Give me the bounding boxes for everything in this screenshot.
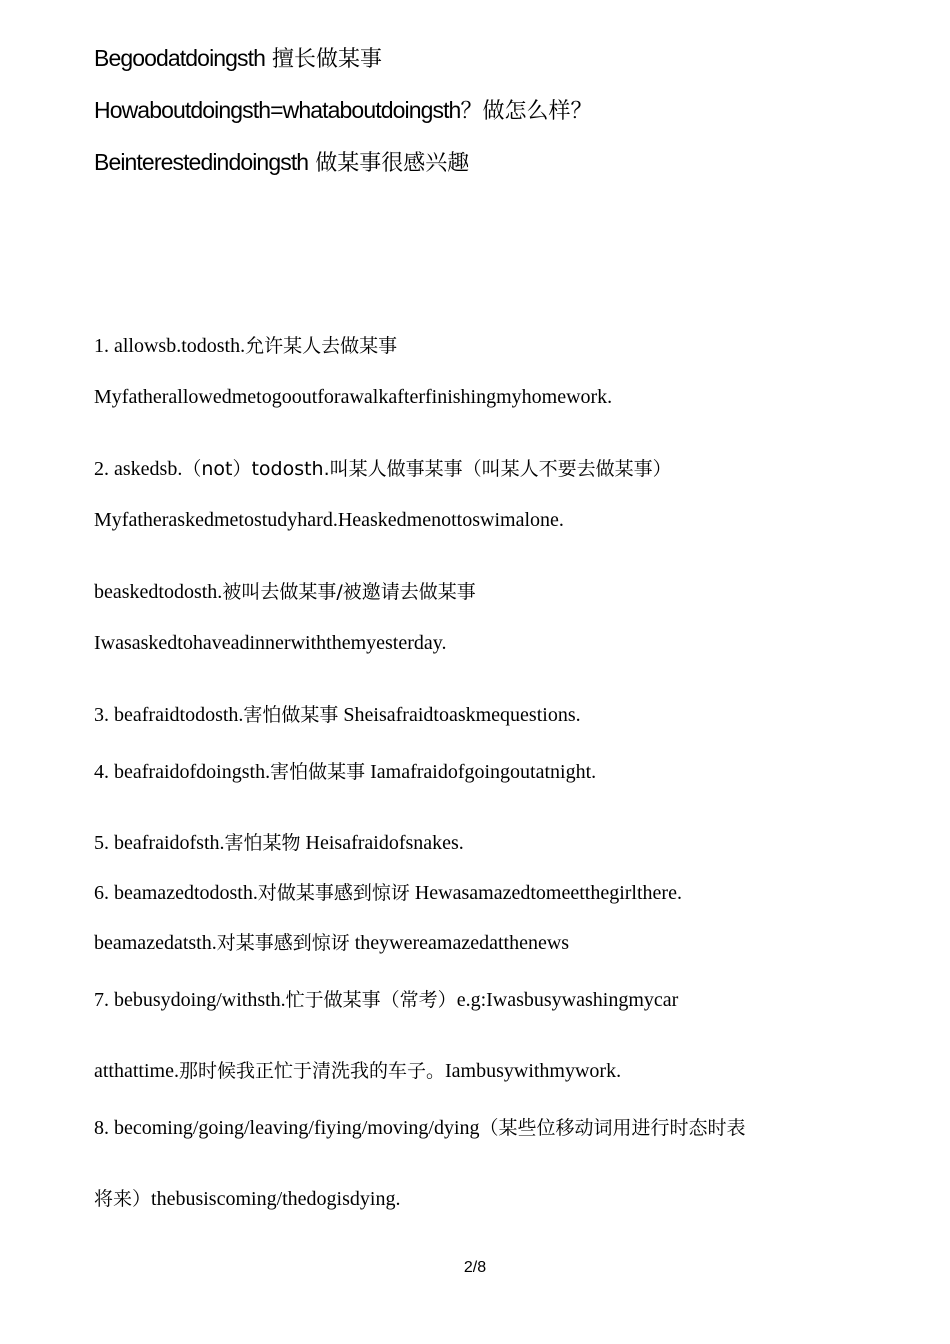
heading-zh: 做某事很感兴趣 — [308, 151, 470, 176]
example-ask — [94, 509, 564, 532]
example-text: Myfatherallowedmetogooutforawalkafterfinishingmyhomework. — [94, 386, 613, 408]
example-be-asked — [94, 632, 446, 655]
example-text: Myfatheraskedmetostudyhard.Heaskedmenottoswimalone. — [94, 509, 564, 531]
entry-en: 7. bebusydoing/withsth. — [94, 989, 286, 1011]
entry-zh: （not）todosth.叫某人做事某事（叫某人不要去做某事） — [182, 458, 672, 480]
entry-movement-verbs-continued — [94, 1184, 400, 1211]
entry-zh: 害怕做某事 — [243, 704, 339, 726]
heading-be-good-at — [94, 42, 382, 73]
example-allow — [94, 386, 612, 409]
entry-movement-verbs — [94, 1113, 746, 1140]
entry-en: beamazedatsth. — [94, 932, 217, 954]
entry-zh: 害怕做某事 — [270, 761, 366, 783]
entry-en: 8. becoming/going/leaving/fiying/moving/dying — [94, 1117, 480, 1139]
heading-en: Begoodatdoingsth — [94, 45, 266, 71]
heading-zh: ？做怎么样？ — [460, 99, 593, 124]
example-text: Iwasaskedtohaveadinnerwiththemyesterday. — [94, 632, 447, 654]
heading-en: Howaboutdoingsth=whataboutdoingsth — [94, 97, 461, 123]
entry-example: theywereamazedatthenews — [349, 932, 570, 954]
heading-be-interested-in — [94, 146, 469, 177]
entry-afraid-to — [94, 700, 581, 727]
entry-zh: 对做某事感到惊讶 — [257, 882, 410, 904]
entry-en: beaskedtodosth. — [94, 581, 223, 603]
entry-ask — [94, 454, 672, 481]
entry-allow — [94, 331, 397, 358]
entry-zh: 被叫去做某事/被邀请去做某事 — [222, 581, 476, 603]
entry-en: 4. beafraidofdoingsth. — [94, 761, 271, 783]
entry-example: Sheisafraidtoaskmequestions. — [338, 704, 581, 726]
entry-example: thebusiscoming/thedogisdying. — [151, 1188, 401, 1210]
entry-example: e.g:Iwasbusywashingmycar — [456, 989, 679, 1011]
heading-en: Beinterestedindoingsth — [94, 149, 309, 175]
entry-en: 2. askedsb. — [94, 458, 183, 480]
entry-be-asked — [94, 577, 476, 604]
entry-afraid-of-sth — [94, 828, 464, 855]
entry-en: 3. beafraidtodosth. — [94, 704, 244, 726]
entry-en: atthattime. — [94, 1060, 179, 1082]
entry-zh: 允许某人去做某事 — [245, 335, 398, 357]
entry-example: Hewasamazedtomeetthegirlthere. — [409, 882, 682, 904]
entry-busy — [94, 985, 678, 1012]
entry-zh: （某些位移动词用进行时态时表 — [479, 1117, 746, 1139]
entry-afraid-of-doing — [94, 757, 596, 784]
entry-zh: 对某事感到惊讶 — [216, 932, 350, 954]
heading-zh: 擅长做某事 — [265, 47, 383, 72]
entry-zh: 那时候我正忙于清洗我的车子。 — [178, 1060, 445, 1082]
entry-example: Iamafraidofgoingoutatnight. — [365, 761, 597, 783]
entry-zh: 忙于做某事（常考） — [285, 989, 457, 1011]
entry-amazed-at — [94, 928, 569, 955]
entry-example: Iambusywithmywork. — [445, 1060, 622, 1082]
entry-en: 6. beamazedtodosth. — [94, 882, 258, 904]
entry-zh: 将来） — [94, 1188, 152, 1210]
entry-zh: 害怕某物 — [224, 832, 301, 854]
entry-amazed-to — [94, 878, 682, 905]
entry-en: 5. beafraidofsth. — [94, 832, 225, 854]
entry-en: 1. allowsb.todosth. — [94, 335, 246, 357]
page-number: 2/8 — [463, 1259, 487, 1276]
heading-how-about — [94, 94, 592, 125]
entry-busy-continued — [94, 1056, 621, 1083]
entry-example: Heisafraidofsnakes. — [300, 832, 464, 854]
